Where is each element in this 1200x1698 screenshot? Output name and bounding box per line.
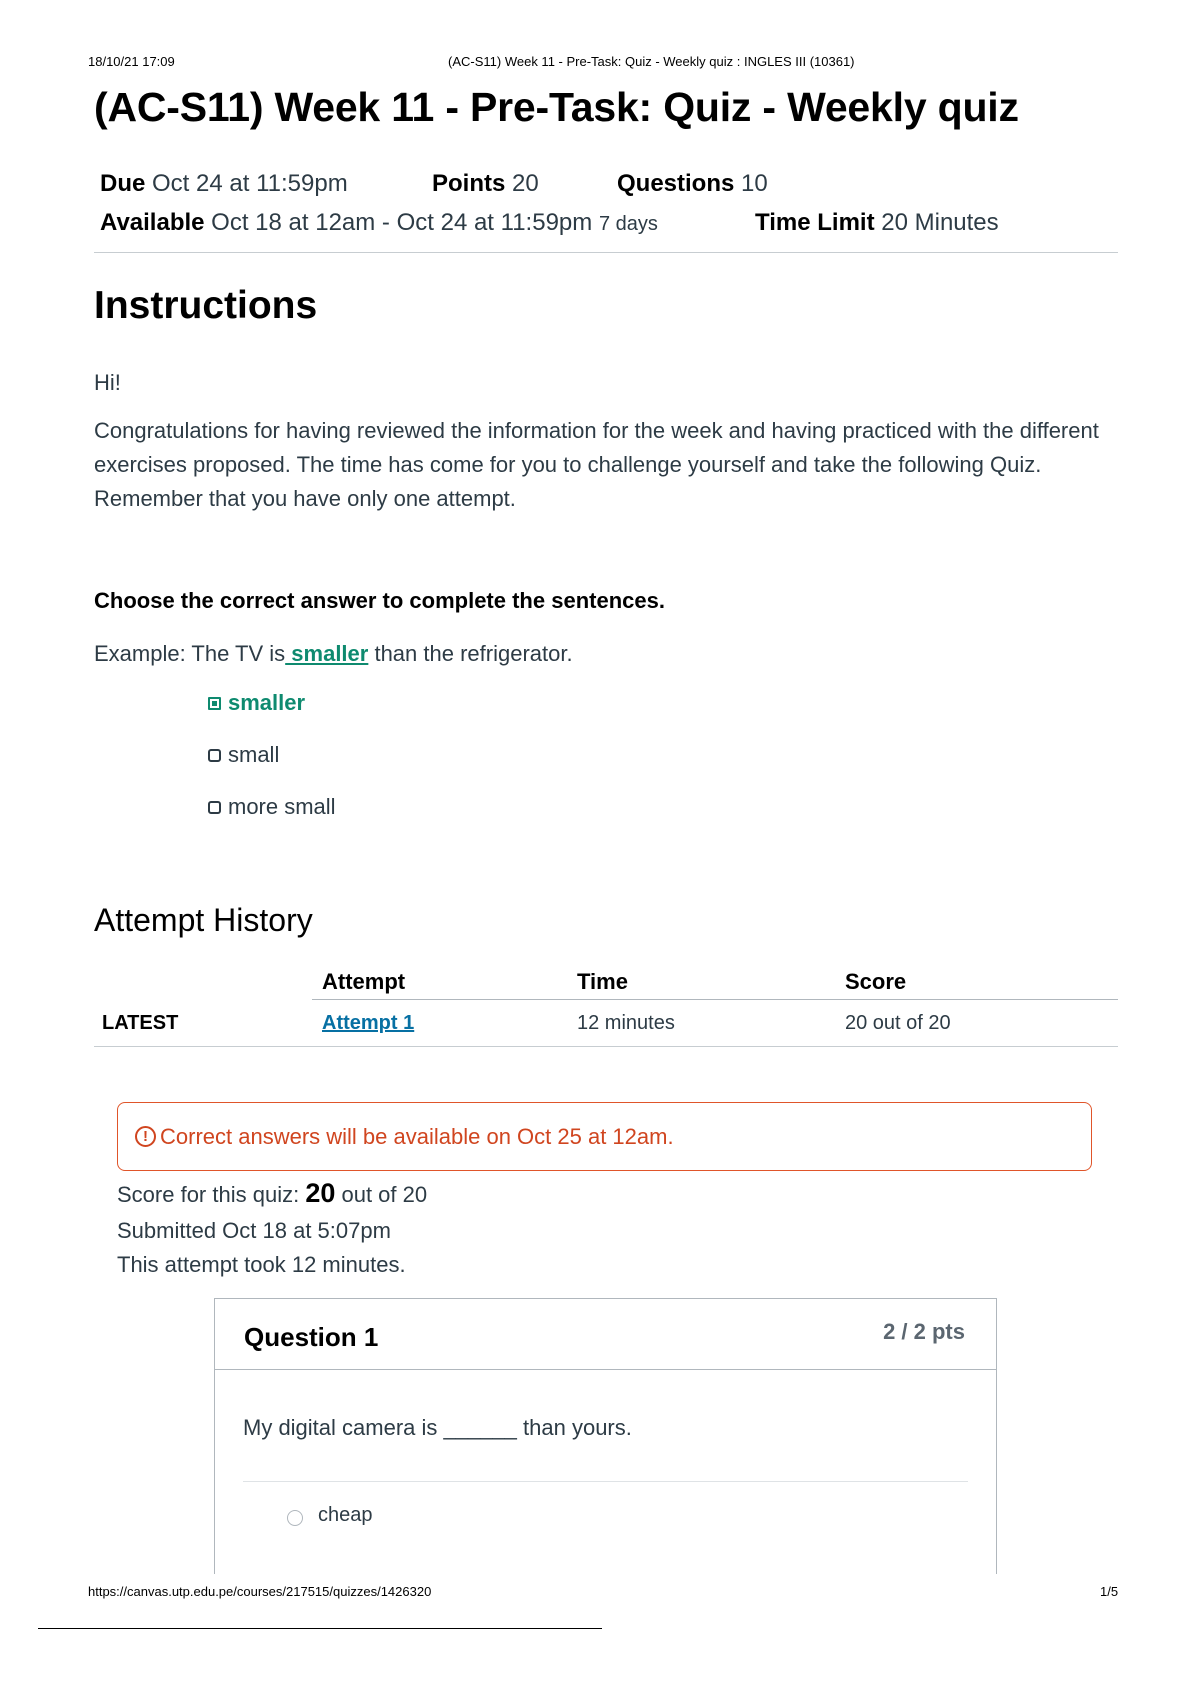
print-doc-title: (AC-S11) Week 11 - Pre-Task: Quiz - Weekly quiz : INGLES III (10361) [448,54,855,69]
example-option-label: small [228,742,280,767]
example-sentence [94,637,573,671]
attempt-history-heading: Attempt History [94,902,313,938]
questions-label: Questions [617,170,735,197]
checked-box-icon [208,697,221,710]
quiz-score [117,1178,427,1209]
instructions-heading: Instructions [94,284,318,327]
attempt-1-link[interactable]: Attempt 1 [322,1012,415,1034]
question-card [214,1298,997,1574]
submitted-time: Submitted Oct 18 at 5:07pm [117,1218,391,1243]
instructions-paragraph: Congratulations for having reviewed the information for the week and having practiced with the different exercises proposed. The time has come for you to challenge yourself and take the following Quiz. Remember that you have only one attempt. [94,418,1099,511]
task-text: Choose the correct answer to complete the sentences. [94,588,665,613]
question-text: My digital camera is ______ than yours. [243,1415,632,1440]
time-limit-value: 20 Minutes [881,209,999,236]
column-header-attempt: Attempt [322,969,406,994]
example-option-selected [208,690,305,716]
score-value: 20 [305,1178,336,1208]
available-info [100,209,658,237]
empty-box-icon [208,801,221,814]
greeting: Hi! [94,370,121,395]
attempt-duration: This attempt took 12 minutes. [117,1252,406,1277]
question-title: Question 1 [244,1322,379,1352]
points-value: 20 [512,170,539,197]
available-label: Available [100,209,205,236]
example-answer: smaller [285,641,369,666]
table-header-divider [312,999,1118,1000]
print-datetime: 18/10/21 17:09 [88,54,175,69]
points-label: Points [432,170,506,197]
alert-text: Correct answers will be available on Oct 25 at 12am. [160,1123,674,1149]
time-limit-info [755,209,999,237]
empty-box-icon [208,749,221,762]
example-suffix: than the refrigerator. [368,641,573,666]
print-footer-page: 1/5 [1100,1584,1119,1599]
column-header-time: Time [577,969,628,994]
radio-icon[interactable] [287,1510,303,1526]
question-points: 2 / 2 pts [883,1319,965,1344]
example-option-label: smaller [228,690,306,715]
answer-option[interactable]: cheap [318,1504,373,1526]
print-footer-url: https://canvas.utp.edu.pe/courses/217515/quizzes/1426320 [88,1584,432,1599]
example-option [208,742,279,768]
available-value: Oct 18 at 12am - Oct 24 at 11:59pm [211,209,593,236]
example-option-label: more small [228,794,336,819]
due-info [100,170,348,198]
footer-line [38,1628,602,1629]
due-value: Oct 24 at 11:59pm [152,170,348,197]
questions-info [617,170,768,198]
score-suffix: out of 20 [335,1182,428,1207]
questions-value: 10 [741,170,768,197]
score-prefix: Score for this quiz: [117,1182,306,1207]
exclamation-circle-icon: ! [135,1126,156,1147]
correct-answers-alert [117,1102,1092,1171]
header-divider [94,252,1118,253]
table-bottom-divider [94,1046,1118,1047]
question-header [215,1299,996,1370]
attempt-row-label: LATEST [102,1012,179,1034]
question-divider [243,1481,968,1482]
points-info [432,170,539,198]
attempt-score: 20 out of 20 [845,1012,951,1034]
example-option [208,794,336,820]
page-title: (AC-S11) Week 11 - Pre-Task: Quiz - Weekly quiz [94,84,1019,130]
due-label: Due [100,170,146,197]
attempt-time: 12 minutes [577,1012,675,1034]
column-header-score: Score [845,969,907,994]
available-duration: 7 days [598,213,658,235]
example-prefix: Example: The TV is [94,641,286,666]
time-limit-label: Time Limit [755,209,875,236]
